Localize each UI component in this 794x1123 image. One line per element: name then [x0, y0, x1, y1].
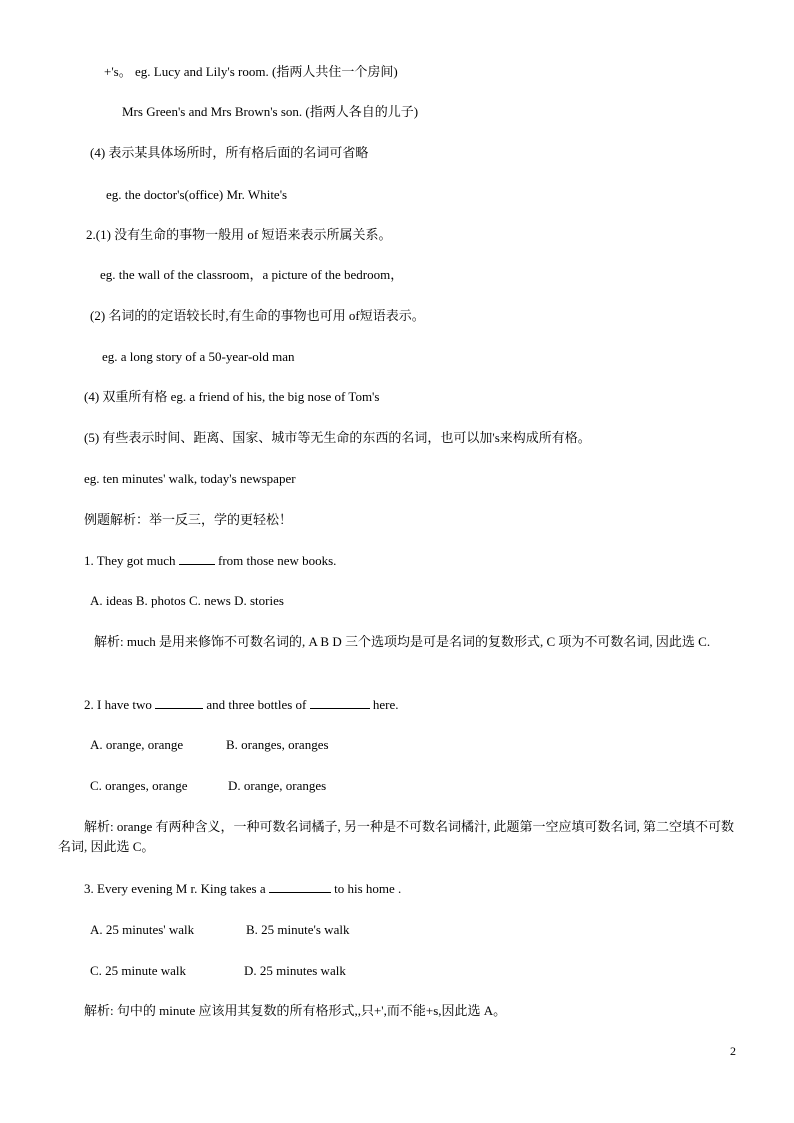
question-3-stem	[84, 880, 401, 898]
page-number: 2	[730, 1044, 736, 1058]
text-line: +'s。 eg. Lucy and Lily's room. (指两人共住一个房间)	[104, 64, 398, 79]
question-3-option-a: A. 25 minutes' walk	[90, 922, 195, 937]
text-line: eg. a long story of a 50-year-old man	[102, 349, 295, 364]
answer-blank	[310, 696, 370, 709]
text-line: eg. the doctor's(office) Mr. White's	[106, 187, 288, 202]
question-3-option-d: D. 25 minutes walk	[244, 963, 346, 978]
answer-blank	[269, 880, 331, 893]
question-1-analysis: 解析: much 是用来修饰不可数名词的, A B D 三个选项均是可是名词的复数形式, C 项为不可数名词, 因此选 C.	[94, 634, 711, 649]
text-line: 2.(1) 没有生命的事物一般用 of 短语来表示所属关系。	[86, 227, 392, 242]
section-heading: 例题解析：举一反三，学的更轻松！	[84, 512, 293, 527]
question-2-option-b: B. oranges, oranges	[226, 737, 329, 752]
question-3-analysis: 解析: 句中的 minute 应该用其复数的所有格形式,,只+',而不能+s,因此选 A。	[84, 1003, 507, 1018]
question-2-option-c: C. oranges, orange	[90, 778, 188, 793]
question-3-option-b: B. 25 minute's walk	[246, 922, 350, 937]
question-2-stem	[84, 696, 399, 714]
question-text: 1. They got much	[84, 553, 179, 568]
text-line: Mrs Green's and Mrs Brown's son. (指两人各自的儿子)	[122, 104, 419, 119]
question-text: 3. Every evening M r. King takes a	[84, 881, 269, 896]
text-line: eg. the wall of the classroom，a picture of the bedroom，	[100, 267, 404, 282]
answer-blank	[155, 696, 203, 709]
question-1-options: A. ideas B. photos C. news D. stories	[90, 593, 284, 608]
question-2-option-a: A. orange, orange	[90, 737, 184, 752]
text-line: (4) 双重所有格 eg. a friend of his, the big nose of Tom's	[84, 389, 380, 404]
question-text: to his home .	[330, 881, 402, 896]
text-line: (2) 名词的的定语较长时,有生命的事物也可用 of短语表示。	[90, 308, 425, 323]
question-2-analysis: 解析: orange 有两种含义，一种可数名词橘子, 另一种是不可数名词橘汁, 此题第一空应填可数名词, 第二空填不可数名词, 因此选 C。	[58, 819, 734, 854]
question-2-option-d: D. orange, oranges	[228, 778, 327, 793]
text-line: (4) 表示某具体场所时，所有格后面的名词可省略	[90, 145, 369, 160]
answer-blank	[179, 552, 215, 565]
question-text: from those new books.	[214, 553, 337, 568]
question-1-stem	[84, 552, 336, 570]
text-line: eg. ten minutes' walk, today's newspaper	[84, 471, 296, 486]
question-text: and three bottles of	[203, 697, 310, 712]
question-text: here.	[369, 697, 399, 712]
question-text: 2. I have two	[84, 697, 156, 712]
text-line: (5) 有些表示时间、距离、国家、城市等无生命的东西的名词，也可以加's来构成所有格。	[84, 430, 591, 445]
question-3-option-c: C. 25 minute walk	[90, 963, 187, 978]
